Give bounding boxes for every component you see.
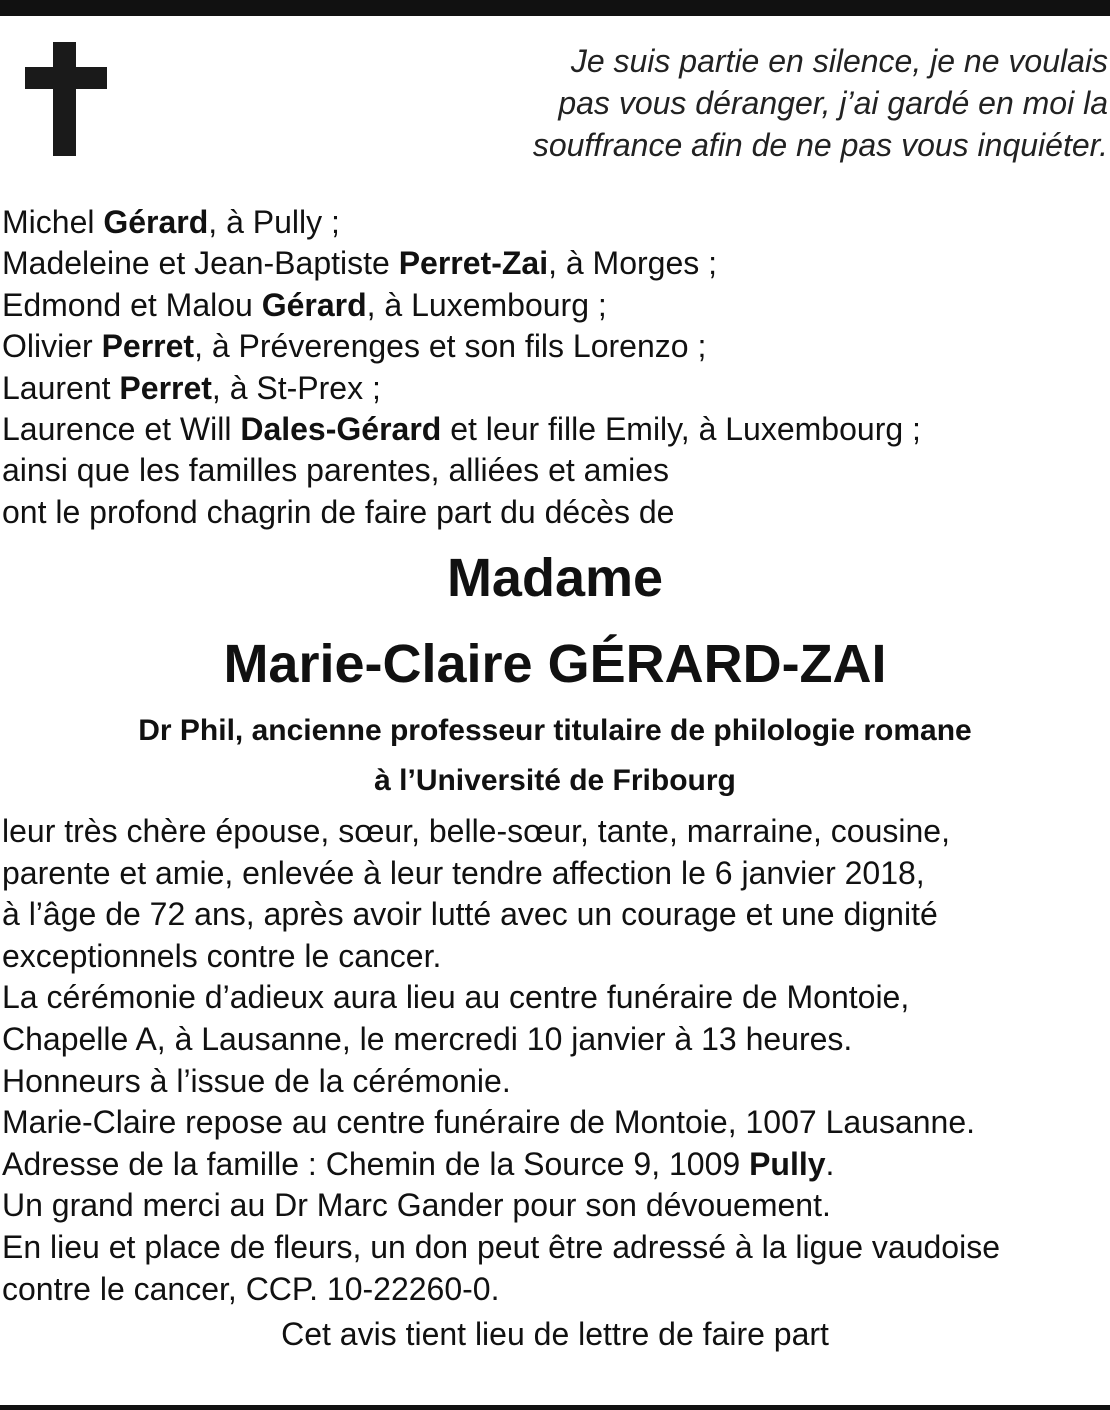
body-line: Marie-Claire repose au centre funéraire de Montoie, 1007 Lausanne. bbox=[2, 1104, 976, 1141]
quote-line: Je suis partie en silence, je ne voulais bbox=[570, 43, 1108, 79]
body-line: Honneurs à l’issue de la cérémonie. bbox=[2, 1062, 511, 1099]
top-border-rule bbox=[0, 0, 1110, 16]
quote-line: pas vous déranger, j’ai gardé en moi la bbox=[558, 85, 1108, 121]
body-line: Adresse de la famille : Chemin de la Source 9, 1009 Pully. bbox=[2, 1145, 835, 1182]
bottom-border-rule bbox=[0, 1405, 1110, 1410]
footer-note: Cet avis tient lieu de lettre de faire part bbox=[281, 1316, 829, 1352]
body-line: contre le cancer, CCP. 10-22260-0. bbox=[2, 1270, 500, 1307]
deceased-title-line: à l’Université de Fribourg bbox=[374, 764, 736, 797]
family-line: Laurent Perret, à St-Prex ; bbox=[2, 369, 381, 406]
deceased-honorific: Madame bbox=[446, 548, 664, 608]
family-line: ainsi que les familles parentes, alliées et amies bbox=[2, 452, 669, 489]
epigraph-quote bbox=[468, 40, 1108, 166]
body-line: exceptionnels contre le cancer. bbox=[2, 937, 442, 974]
family-line: Michel Gérard, à Pully ; bbox=[2, 204, 340, 240]
announcement-body bbox=[2, 811, 1102, 1310]
family-line: Olivier Perret, à Préverenges et son fils Lorenzo ; bbox=[2, 328, 707, 365]
quote-line: souffrance afin de ne pas vous inquiéter. bbox=[532, 127, 1108, 163]
cross-icon bbox=[25, 42, 107, 156]
body-line: Chapelle A, à Lausanne, le mercredi 10 janvier à 13 heures. bbox=[2, 1020, 853, 1057]
body-line: parente et amie, enlevée à leur tendre affection le 6 janvier 2018, bbox=[2, 854, 925, 891]
family-line: Madeleine et Jean-Baptiste Perret-Zai, à Morges ; bbox=[2, 245, 718, 282]
family-line: ont le profond chagrin de faire part du décès de bbox=[2, 493, 675, 530]
body-line: à l’âge de 72 ans, après avoir lutté avec un courage et une dignité bbox=[2, 896, 938, 933]
deceased-name: Marie-Claire GÉRARD-ZAI bbox=[223, 634, 887, 694]
body-line: leur très chère épouse, sœur, belle-sœur, tante, marraine, cousine, bbox=[2, 813, 950, 849]
family-line: Laurence et Will Dales-Gérard et leur fille Emily, à Luxembourg ; bbox=[2, 411, 921, 448]
body-line: Un grand merci au Dr Marc Gander pour son dévouement. bbox=[2, 1187, 831, 1224]
family-line: Edmond et Malou Gérard, à Luxembourg ; bbox=[2, 286, 607, 323]
body-line: La cérémonie d’adieux aura lieu au centre funéraire de Montoie, bbox=[2, 979, 910, 1016]
body-line: En lieu et place de fleurs, un don peut être adressé à la ligue vaudoise bbox=[2, 1228, 1000, 1265]
family-list bbox=[2, 202, 1102, 533]
deceased-title-line: Dr Phil, ancienne professeur titulaire de philologie romane bbox=[138, 714, 972, 747]
